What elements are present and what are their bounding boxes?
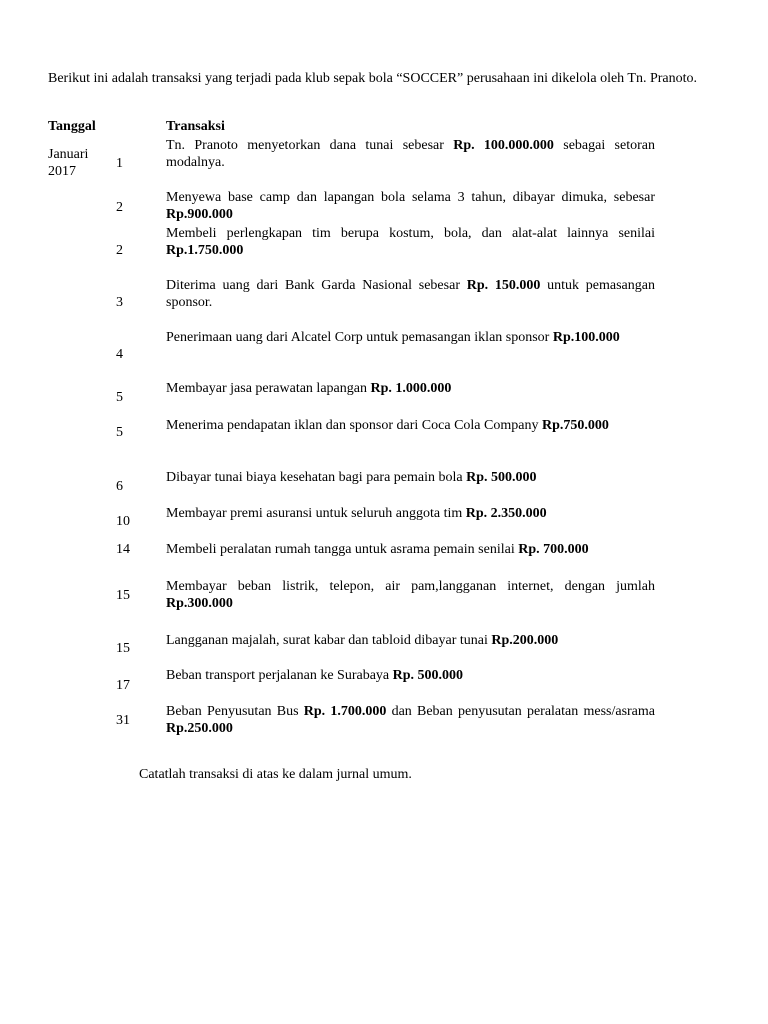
month-name: Januari	[48, 147, 89, 162]
transaction-text: Menerima pendapatan iklan dan sponsor dari Coca Cola Company Rp.750.000	[166, 418, 609, 433]
transaction-text: Membayar jasa perawatan lapangan Rp. 1.000.000	[166, 381, 452, 396]
amount: Rp.750.000	[541, 418, 609, 433]
transaction-text: Beban transport perjalanan ke Surabaya Rp. 500.000	[166, 668, 464, 683]
day-cell: 17	[116, 678, 130, 693]
day-cell: 10	[116, 514, 130, 529]
transaction-text: Beban Penyusutan Bus Rp. 1.700.000 dan Beban penyusutan peralatan mess/asrama Rp.250.000	[166, 704, 655, 736]
amount: Rp.100.000	[552, 330, 620, 345]
transaction-text: Membayar premi asuransi untuk seluruh anggota tim Rp. 2.350.000	[166, 506, 547, 521]
transaction-text: Menyewa base camp dan lapangan bola selama 3 tahun, dibayar dimuka, sebesar Rp.900.000	[166, 190, 655, 222]
transaction-text: Tn. Pranoto menyetorkan dana tunai sebesar Rp. 100.000.000 sebagai setoran modalnya.	[166, 138, 655, 170]
day-cell: 15	[116, 588, 130, 603]
transaction-text: Langganan majalah, surat kabar dan tabloid dibayar tunai Rp.200.000	[166, 633, 559, 648]
day-cell: 4	[116, 347, 123, 362]
transaction-text: Penerimaan uang dari Alcatel Corp untuk pemasangan iklan sponsor Rp.100.000	[166, 330, 620, 345]
transaction-text: Membeli peralatan rumah tangga untuk asrama pemain senilai Rp. 700.000	[166, 542, 589, 557]
month-year: 2017	[48, 164, 76, 179]
month-label	[48, 146, 108, 180]
header-transaction: Transaksi	[166, 119, 225, 134]
amount: Rp.900.000	[166, 207, 233, 222]
amount: Rp. 100.000.000	[453, 138, 554, 153]
amount: Rp.300.000	[166, 596, 233, 611]
day-cell: 15	[116, 641, 130, 656]
day-cell: 6	[116, 479, 123, 494]
transaction-text: Membeli perlengkapan tim berupa kostum, bola, dan alat-alat lainnya senilai Rp.1.750.000	[166, 226, 655, 258]
amount: Rp. 150.000	[466, 278, 541, 293]
amount: Rp. 1.000.000	[370, 381, 452, 396]
amount: Rp. 1.700.000	[303, 704, 387, 719]
transaction-text: Diterima uang dari Bank Garda Nasional sebesar Rp. 150.000 untuk pemasangan sponsor.	[166, 278, 655, 310]
day-cell: 3	[116, 295, 123, 310]
day-cell: 2	[116, 243, 123, 258]
amount: Rp. 500.000	[466, 470, 537, 485]
day-cell: 14	[116, 542, 130, 557]
transaction-text: Dibayar tunai biaya kesehatan bagi para pemain bola Rp. 500.000	[166, 470, 537, 485]
intro-paragraph: Berikut ini adalah transaksi yang terjadi pada klub sepak bola “SOCCER” perusahaan ini dikelola oleh Tn. Pranoto.	[48, 71, 698, 86]
amount: Rp. 700.000	[518, 542, 589, 557]
day-cell: 5	[116, 390, 123, 405]
header-date: Tanggal	[48, 119, 96, 134]
amount: Rp.250.000	[166, 721, 233, 736]
transaction-text: Membayar beban listrik, telepon, air pam,langganan internet, dengan jumlah Rp.300.000	[166, 579, 655, 611]
amount: Rp. 500.000	[392, 668, 464, 683]
day-cell: 31	[116, 713, 130, 728]
amount: Rp.1.750.000	[166, 243, 244, 258]
amount: Rp. 2.350.000	[465, 506, 547, 521]
day-cell: 1	[116, 156, 123, 171]
closing-instruction: Catatlah transaksi di atas ke dalam jurnal umum.	[139, 767, 412, 782]
amount: Rp.200.000	[491, 633, 559, 648]
day-cell: 2	[116, 200, 123, 215]
day-cell: 5	[116, 425, 123, 440]
